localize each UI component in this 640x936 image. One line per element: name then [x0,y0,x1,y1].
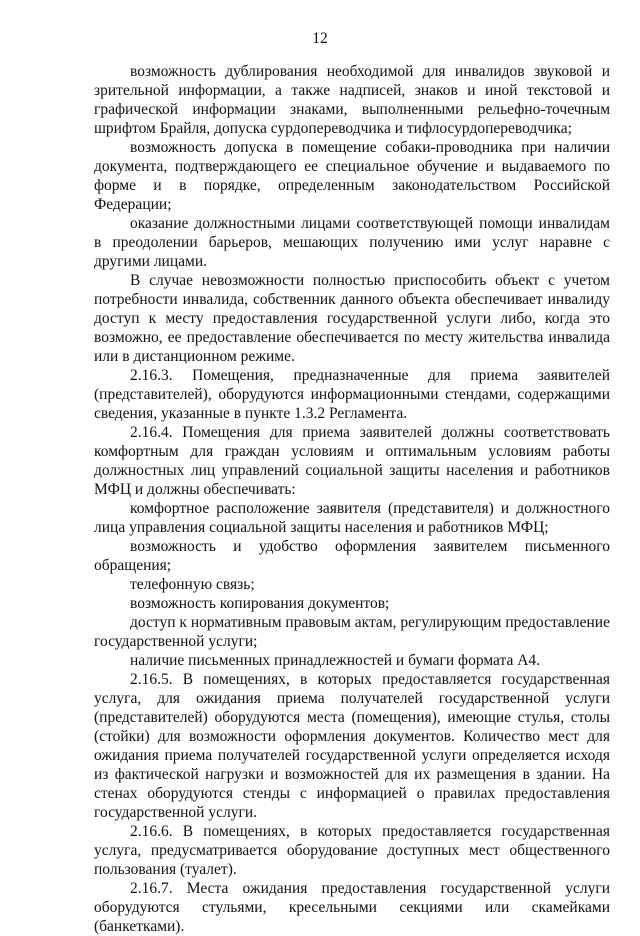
paragraph: наличие письменных принадлежностей и бумаги формата А4. [130,652,541,669]
paragraph: 2.16.3. Помещения, предназначенные для приема заявителей (представителей), оборудуются информационными стендами, содержащими сведения, указанные в пункте 1.3.2 Регламента. [94,367,610,422]
paragraph: возможность копирования документов; [130,595,390,612]
paragraph: возможность допуска в помещение собаки-проводника при наличии документа, подтверждающего ее специальное обучение и выдаваемого по форме и в порядке, определенным законодательством Российской Федерации; [94,139,610,213]
paragraph: оказание должностными лицами соответствующей помощи инвалидам в преодолении барьеров, мешающих получению ими услуг наравне с другими лицами. [94,215,610,270]
paragraph: 2.16.6. В помещениях, в которых предоставляется государственная услуга, предусматривается оборудование доступных мест общественного пользования (туалет). [94,823,610,878]
paragraph: доступ к нормативным правовым актам, регулирующим предоставление государственной услуги; [94,614,610,650]
paragraph: возможность и удобство оформления заявителем письменного обращения; [94,538,610,574]
document-body [94,62,610,936]
paragraph: возможность дублирования необходимой для инвалидов звуковой и зрительной информации, а также надписей, знаков и иной текстовой и графической информации знаками, выполненными рельефно-точечным шрифтом Брайля, допуска сурдопереводчика и тифлосурдопереводчика; [94,63,610,137]
paragraph: телефонную связь; [130,576,255,593]
paragraph: 2.16.4. Помещения для приема заявителей должны соответствовать комфортным для граждан условиям и оптимальным условиям работы должностных лиц управлений социальной защиты населения и работников МФЦ и должны обеспечивать: [94,424,610,498]
page-number: 12 [312,30,328,47]
paragraph: комфортное расположение заявителя (представителя) и должностного лица управления социальной защиты населения и работников МФЦ; [94,500,610,536]
paragraph: 2.16.5. В помещениях, в которых предоставляется государственная услуга, для ожидания приема получателей государственной услуги (представителей) оборудуются места (помещения), имеющие стулья, столы (стойки) для возможности оформления документов. Количество мест для ожидания приема получателей государственной услуги определяется исходя из фактической нагрузки и возможностей для их размещения в здании. На стенах оборудуются стенды с информацией о правилах предоставления государственной услуги. [94,671,610,821]
paragraph: В случае невозможности полностью приспособить объект с учетом потребности инвалида, собственник данного объекта обеспечивает инвалиду доступ к месту предоставления государственной услуги либо, когда это возможно, ее предоставление обеспечивается по месту жительства инвалида или в дистанционном режиме. [94,272,610,365]
paragraph: 2.16.7. Места ожидания предоставления государственной услуги оборудуются стульями, кресельными секциями или скамейками (банкетками). [94,880,610,935]
